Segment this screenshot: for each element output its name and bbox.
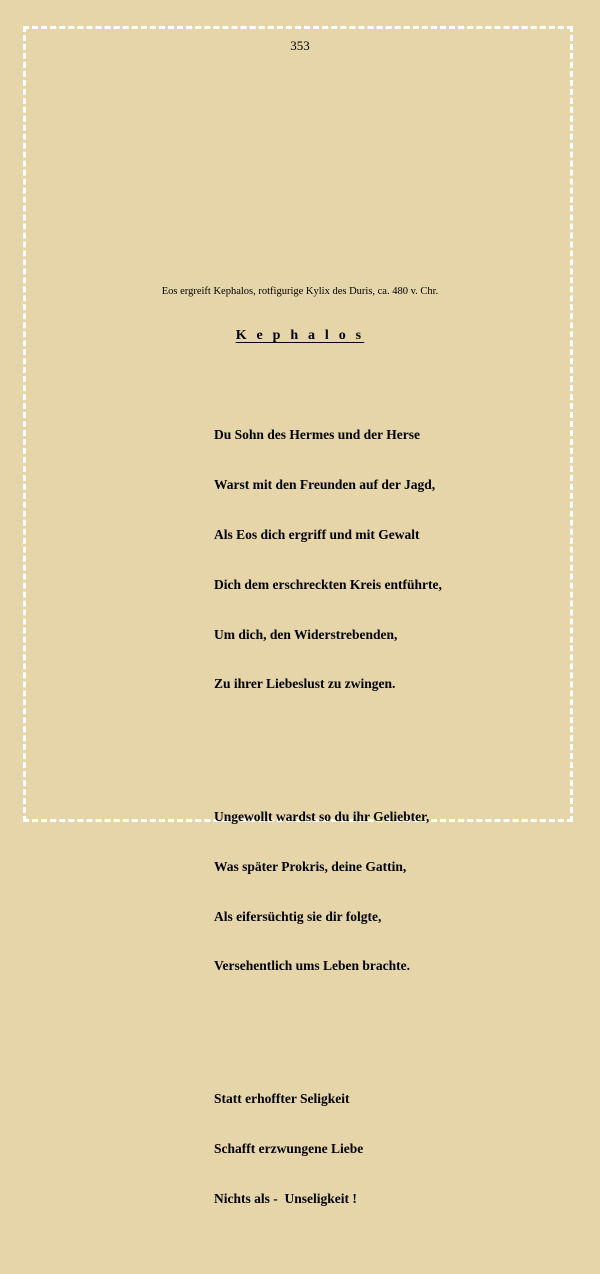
poem-line: Um dich, den Widerstrebenden,	[214, 626, 398, 642]
poem-line: Zu ihrer Liebeslust zu zwingen.	[214, 676, 396, 692]
poem-line: Warst mit den Freunden auf der Jagd,	[214, 477, 436, 493]
poem-line: Als eifersüchtig sie dir folgte,	[214, 908, 382, 924]
poem-line: Du Sohn des Hermes und der Herse	[214, 427, 421, 443]
poem-title: K e p h a l o s	[235, 328, 365, 343]
page-number: 353	[290, 38, 310, 53]
poem-line: Was später Prokris, deine Gattin,	[214, 858, 407, 874]
figure-caption: Eos ergreift Kephalos, rotfigurige Kylix des Duris, ca. 480 v. Chr.	[161, 286, 439, 297]
stanza-3	[214, 1058, 442, 1241]
poem-body	[214, 361, 442, 1274]
poem-line: Statt erhoffter Seligkeit	[214, 1091, 350, 1107]
stanza-2	[214, 776, 442, 1008]
poem-line: Nichts als - Unseligkeit !	[214, 1190, 357, 1206]
stanza-1	[214, 394, 442, 726]
poem-line: Dich dem erschreckten Kreis entführte,	[214, 576, 442, 592]
poem-line: Als Eos dich ergriff und mit Gewalt	[214, 526, 420, 542]
poem-line: Schafft erzwungene Liebe	[214, 1140, 364, 1156]
poem-line: Ungewollt wardst so du ihr Geliebter,	[214, 809, 430, 825]
poem-line: Versehentlich ums Leben brachte.	[214, 958, 410, 974]
